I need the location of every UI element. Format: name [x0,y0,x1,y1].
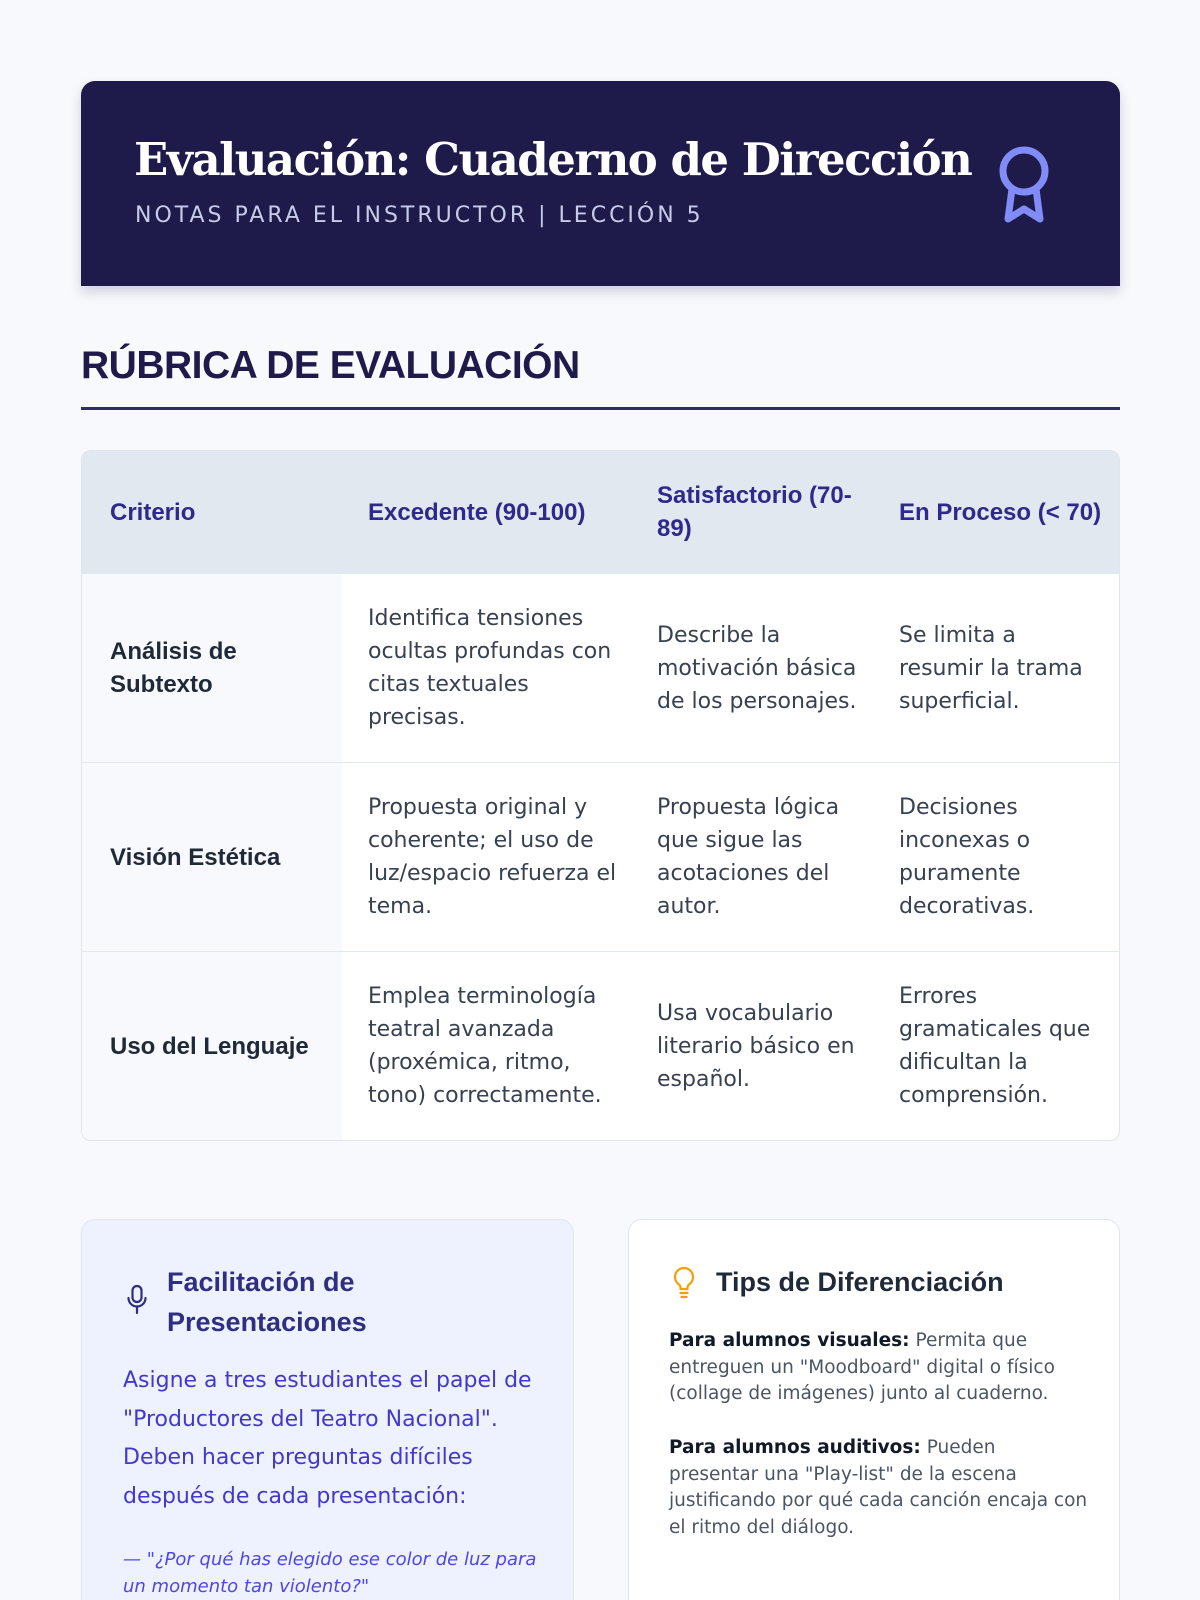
rubric-table [81,450,1120,1141]
award-icon [996,143,1052,223]
satisfactorio-cell: Propuesta lógica que sigue las acotaciones del autor. [657,795,840,919]
page-title: Evaluación: Cuaderno de Dirección [134,133,972,186]
tip-text: Pueden presentar una "Play-list" de la escena justificando por qué cada canción encaja con el ritmo del diálogo. [669,1437,1088,1538]
section-divider [81,407,1120,410]
column-header-satisfactorio: Satisfactorio (70-89) [657,482,852,542]
criterion-cell: Análisis de Subtexto [82,574,342,762]
facilitation-title: Facilitación de Presentaciones [167,1267,367,1337]
microphone-icon [126,1284,148,1316]
tip-text: Permita que entreguen un "Moodboard" digital o físico (collage de imágenes) junto al cuaderno. [669,1330,1055,1404]
tip-label: Para alumnos visuales: [669,1330,910,1351]
excedente-cell: Emplea terminología teatral avanzada (proxémica, ritmo, tono) correctamente. [368,984,602,1108]
en-proceso-cell: Decisiones inconexas o puramente decorativas. [899,795,1035,919]
page-subtitle: NOTAS PARA EL INSTRUCTOR | LECCIÓN 5 [135,203,704,228]
en-proceso-cell: Se limita a resumir la trama superficial. [899,622,1083,714]
facilitation-body: Asigne a tres estudiantes el papel de "Productores del Teatro Nacional". Deben hacer preguntas difíciles después de cada presentación: [123,1368,532,1509]
column-header-criterio: Criterio [110,498,196,526]
tips-card [628,1219,1120,1600]
criterion-cell: Visión Estética [82,763,342,951]
tip-label: Para alumnos auditivos: [669,1437,921,1458]
table-row [82,573,1119,762]
tip-visual [669,1328,1089,1408]
satisfactorio-cell: Describe la motivación básica de los personajes. [657,622,857,714]
tip-auditivo [669,1435,1089,1541]
column-header-en-proceso: En Proceso (< 70) [899,498,1102,526]
facilitation-quote: — "¿Por qué has elegido ese color de luz para un momento tan violento?" [123,1549,537,1597]
table-header-row [82,451,1119,573]
satisfactorio-cell: Usa vocabulario literario básico en español. [657,1000,855,1092]
tips-title: Tips de Diferenciación [716,1267,1004,1297]
column-header-excedente: Excedente (90-100) [368,498,586,526]
rubric-section-title: RÚBRICA DE EVALUACIÓN [81,344,580,387]
excedente-cell: Propuesta original y coherente; el uso de luz/espacio refuerza el tema. [368,795,617,919]
lightbulb-icon [672,1266,696,1300]
en-proceso-cell: Errores gramaticales que dificultan la comprensión. [899,984,1091,1108]
table-row [82,951,1119,1140]
table-row [82,762,1119,951]
facilitation-card [81,1219,574,1600]
header-banner [81,81,1120,286]
excedente-cell: Identifica tensiones ocultas profundas con citas textuales precisas. [368,606,612,730]
criterion-cell: Uso del Lenguaje [82,952,342,1140]
